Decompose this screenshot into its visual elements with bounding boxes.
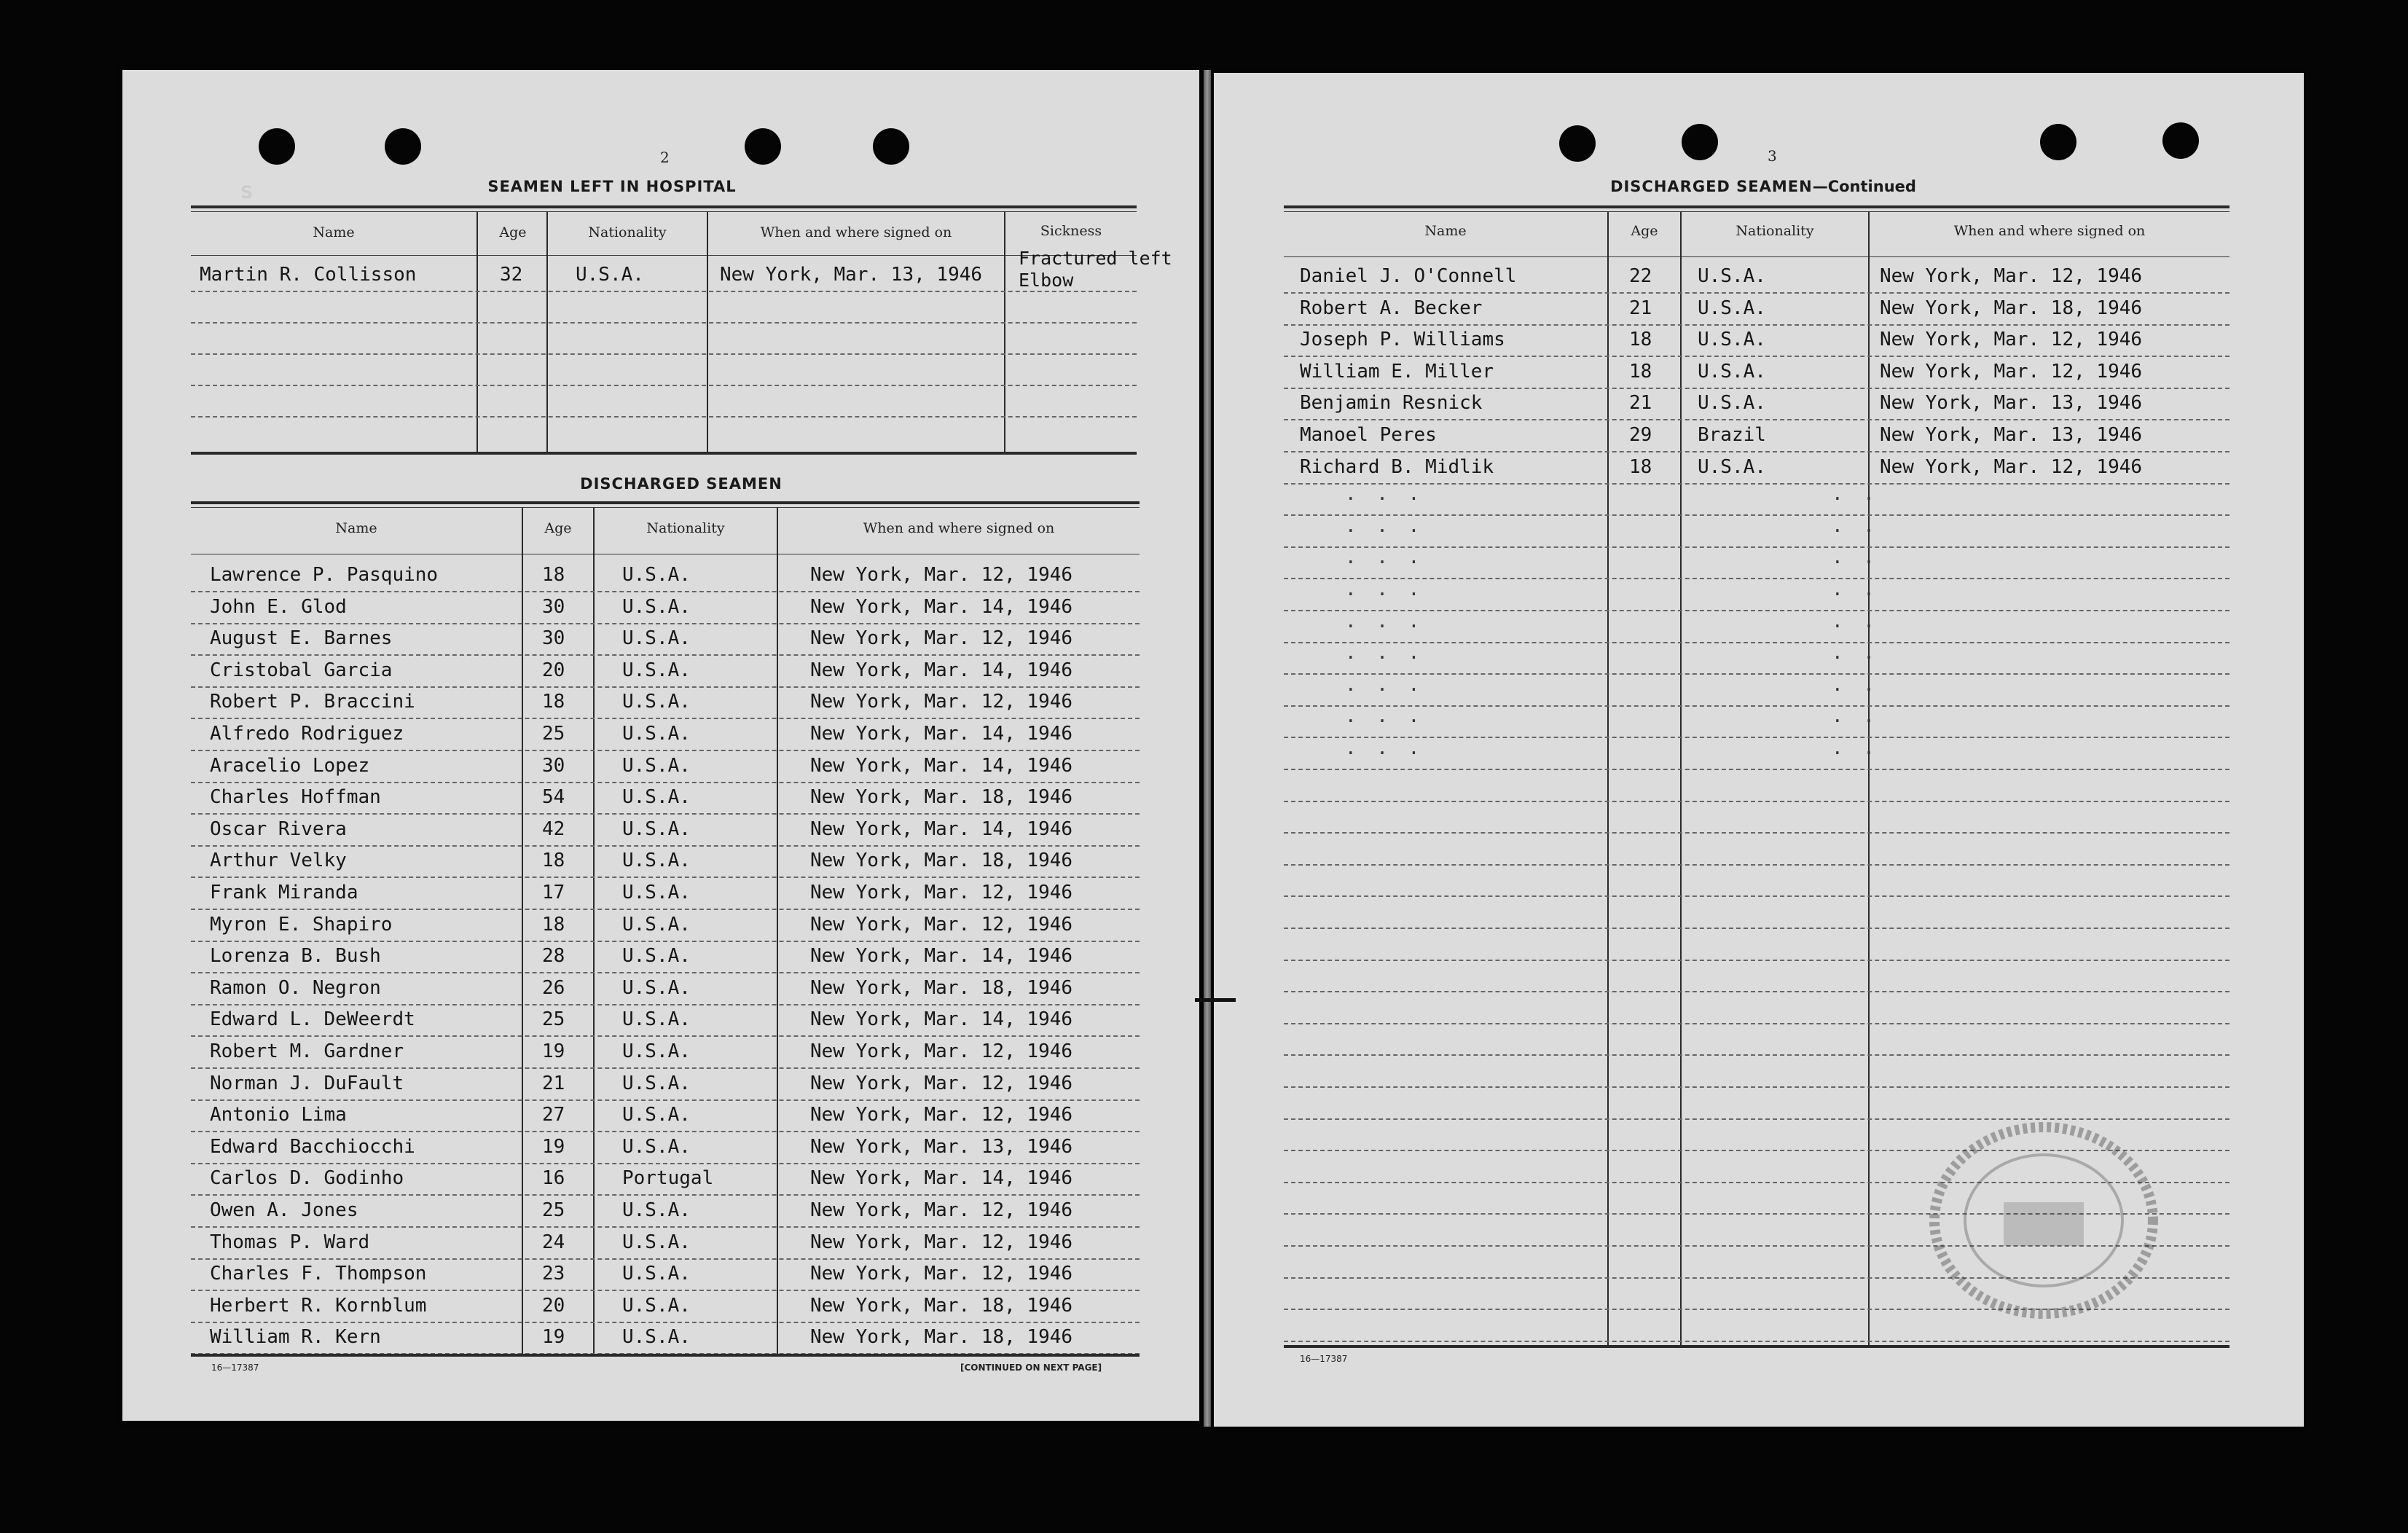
column-header: Name <box>1424 223 1467 239</box>
signed-on: New York, Mar. 12, 1946 <box>810 1231 1073 1253</box>
page-number: 2 <box>660 149 670 166</box>
seaman-name: Martin R. Collisson <box>200 264 417 286</box>
table-row <box>1284 642 2229 675</box>
signed-on: New York, Mar. 18, 1946 <box>1880 297 2143 319</box>
page-number: 3 <box>1768 147 1777 165</box>
seaman-name: Myron E. Shapiro <box>210 913 393 936</box>
table-row <box>191 718 1140 751</box>
signed-on: New York, Mar. 13, 1946 <box>810 1135 1073 1158</box>
ditto-dots: . . . <box>1345 579 1424 600</box>
signed-on: New York, Mar. 13, 1946 <box>1880 424 2143 446</box>
seaman-name: Arthur Velky <box>210 850 347 872</box>
table-row <box>191 623 1140 656</box>
sickness: Fractured left Elbow <box>1019 248 1172 291</box>
table-row <box>1284 420 2229 452</box>
seaman-age: 20 <box>542 1294 565 1317</box>
seaman-nationality: U.S.A. <box>622 1294 691 1317</box>
seaman-age: 32 <box>500 264 523 286</box>
seaman-name: August E. Barnes <box>210 627 393 650</box>
seaman-age: 28 <box>542 945 565 968</box>
seaman-age: 21 <box>542 1072 565 1094</box>
table-row <box>1284 737 2229 770</box>
seaman-nationality: U.S.A. <box>622 976 691 999</box>
ditto-dots: . . . <box>1345 483 1424 506</box>
seaman-nationality: U.S.A. <box>576 264 644 286</box>
seaman-nationality: Portugal <box>622 1167 714 1190</box>
punch-hole <box>2162 122 2199 159</box>
seaman-name: William R. Kern <box>210 1326 381 1349</box>
seaman-age: 29 <box>1629 424 1652 446</box>
table-row <box>191 909 1140 942</box>
table-row <box>1284 833 2229 866</box>
signed-on: New York, Mar. 13, 1946 <box>1880 392 2143 415</box>
table-row <box>191 941 1140 973</box>
signed-on: New York, Mar. 14, 1946 <box>810 754 1073 777</box>
table-row <box>1284 674 2229 707</box>
seaman-name: Robert A. Becker <box>1300 297 1483 319</box>
seaman-nationality: U.S.A. <box>1698 360 1766 383</box>
table-row <box>1284 801 2229 834</box>
rule <box>191 255 1137 256</box>
seaman-nationality: U.S.A. <box>622 691 691 713</box>
seaman-age: 18 <box>542 564 565 586</box>
seaman-name: Richard B. Midlik <box>1300 455 1494 478</box>
rule <box>191 507 1140 508</box>
signed-on: New York, Mar. 12, 1946 <box>810 1040 1073 1062</box>
seaman-name: Carlos D. Godinho <box>210 1167 404 1190</box>
column-header: Sickness <box>1040 223 1102 239</box>
column-header: Name <box>335 520 377 536</box>
signed-on: New York, Mar. 12, 1946 <box>1880 360 2143 383</box>
table-row <box>191 1099 1140 1132</box>
ditto-dots: . . <box>1832 610 1879 632</box>
table-row <box>191 1036 1140 1069</box>
table-row <box>191 686 1140 719</box>
seaman-name: Edward Bacchiocchi <box>210 1135 415 1158</box>
signed-on: New York, Mar. 12, 1946 <box>810 1072 1073 1094</box>
seaman-age: 25 <box>542 723 565 745</box>
seaman-nationality: U.S.A. <box>1698 265 1766 287</box>
signed-on: New York, Mar. 12, 1946 <box>810 627 1073 650</box>
column-header: Age <box>499 224 527 240</box>
signed-on: New York, Mar. 14, 1946 <box>810 1008 1073 1031</box>
seaman-age: 19 <box>542 1326 565 1349</box>
seaman-nationality: U.S.A. <box>622 818 691 840</box>
table-row <box>1284 864 2229 897</box>
column-header: When and where signed on <box>1953 223 2146 239</box>
seaman-name: Charles F. Thompson <box>210 1263 427 1285</box>
column-header: Name <box>313 224 355 240</box>
signed-on: New York, Mar. 12, 1946 <box>810 691 1073 713</box>
section-title-suffix: —Continued <box>1812 178 1916 195</box>
table-row <box>1284 356 2229 389</box>
seaman-age: 18 <box>1629 455 1652 478</box>
column-header: When and where signed on <box>760 224 952 240</box>
seaman-age: 18 <box>542 691 565 713</box>
rule <box>1284 256 2229 257</box>
seaman-age: 22 <box>1629 265 1652 287</box>
seaman-name: Thomas P. Ward <box>210 1231 370 1253</box>
seaman-nationality: U.S.A. <box>622 1104 691 1126</box>
ditto-dots: . . <box>1832 737 1879 759</box>
seaman-name: Manoel Peres <box>1300 424 1437 446</box>
seaman-age: 17 <box>542 882 565 903</box>
edge-mark <box>1195 998 1236 1002</box>
seaman-age: 30 <box>542 627 565 650</box>
ditto-dots: . . . <box>1345 642 1424 664</box>
signed-on: New York, Mar. 12, 1946 <box>810 1199 1073 1221</box>
seaman-nationality: U.S.A. <box>622 564 691 586</box>
seaman-nationality: U.S.A. <box>1698 297 1766 319</box>
table-row <box>1284 960 2229 992</box>
seaman-name: John E. Glod <box>210 595 347 618</box>
seaman-name: Herbert R. Kornblum <box>210 1294 427 1317</box>
seaman-name: Robert M. Gardner <box>210 1040 404 1062</box>
seaman-age: 19 <box>542 1135 565 1158</box>
table-row <box>191 1004 1140 1037</box>
punch-hole <box>2040 124 2076 160</box>
table-row <box>191 782 1140 815</box>
seaman-nationality: U.S.A. <box>622 1326 691 1349</box>
form-number: 16—17387 <box>211 1363 259 1373</box>
column-header: Age <box>1631 223 1658 239</box>
seaman-age: 18 <box>542 913 565 936</box>
signed-on: New York, Mar. 18, 1946 <box>810 1326 1073 1349</box>
table-row <box>191 322 1137 355</box>
signed-on: New York, Mar. 14, 1946 <box>810 945 1073 968</box>
discharged-section-title: DISCHARGED SEAMEN <box>580 475 783 493</box>
signed-on: New York, Mar. 18, 1946 <box>810 1294 1073 1317</box>
continued-note: [CONTINUED ON NEXT PAGE] <box>960 1363 1102 1373</box>
seaman-age: 25 <box>542 1199 565 1221</box>
table-row <box>1284 261 2229 294</box>
column-header: Nationality <box>646 520 725 536</box>
table-row <box>191 560 1140 592</box>
signed-on: New York, Mar. 18, 1946 <box>810 976 1073 999</box>
rule <box>191 211 1137 212</box>
faded-text: S <box>240 182 256 203</box>
table-row <box>1284 452 2229 485</box>
seaman-nationality: U.S.A. <box>622 595 691 618</box>
ditto-dots: . . <box>1832 579 1879 600</box>
seaman-nationality: U.S.A. <box>622 1040 691 1062</box>
table-row <box>191 1322 1140 1354</box>
seaman-name: Benjamin Resnick <box>1300 392 1483 415</box>
seaman-nationality: U.S.A. <box>622 659 691 681</box>
table-row <box>191 814 1140 847</box>
hospital-section-title: SEAMEN LEFT IN HOSPITAL <box>487 178 737 195</box>
seaman-age: 42 <box>542 818 565 840</box>
seaman-age: 30 <box>542 595 565 618</box>
seaman-nationality: U.S.A. <box>622 1135 691 1158</box>
seaman-name: Daniel J. O'Connell <box>1300 265 1517 287</box>
seaman-nationality: U.S.A. <box>622 1008 691 1031</box>
seaman-nationality: U.S.A. <box>622 1072 691 1094</box>
punch-hole <box>1559 125 1596 162</box>
ditto-dots: . . . <box>1345 705 1424 728</box>
table-row <box>191 877 1140 910</box>
rule <box>191 205 1137 208</box>
table-row <box>191 1195 1140 1228</box>
ditto-dots: . . <box>1832 546 1879 569</box>
seaman-name: Cristobal Garcia <box>210 659 393 681</box>
seaman-age: 23 <box>542 1263 565 1285</box>
seaman-nationality: U.S.A. <box>622 913 691 936</box>
punch-hole <box>385 128 421 165</box>
seaman-nationality: U.S.A. <box>622 786 691 809</box>
seaman-name: Aracelio Lopez <box>210 754 370 777</box>
seaman-name: Alfredo Rodriguez <box>210 723 404 745</box>
seaman-name: Frank Miranda <box>210 882 358 903</box>
seaman-name: Edward L. DeWeerdt <box>210 1008 415 1031</box>
table-row <box>191 592 1140 624</box>
signed-on: New York, Mar. 13, 1946 <box>720 264 983 286</box>
table-row <box>1284 769 2229 802</box>
seaman-name: Oscar Rivera <box>210 818 347 840</box>
seaman-age: 18 <box>1629 360 1652 383</box>
seaman-nationality: U.S.A. <box>622 723 691 745</box>
signed-on: New York, Mar. 12, 1946 <box>1880 265 2143 287</box>
column-header: When and where signed on <box>863 520 1055 536</box>
signed-on: New York, Mar. 14, 1946 <box>810 723 1073 745</box>
table-row <box>191 750 1140 783</box>
table-row <box>1284 546 2229 579</box>
seaman-age: 18 <box>1629 329 1652 351</box>
seaman-age: 21 <box>1629 392 1652 415</box>
seaman-age: 54 <box>542 786 565 809</box>
ditto-dots: . . . <box>1345 610 1424 632</box>
ditto-dots: . . . <box>1345 737 1424 759</box>
seaman-nationality: U.S.A. <box>622 627 691 650</box>
table-row <box>191 845 1140 878</box>
seaman-name: Charles Hoffman <box>210 786 381 809</box>
signed-on: New York, Mar. 18, 1946 <box>810 786 1073 809</box>
table-row <box>191 353 1137 386</box>
ditto-dots: . . <box>1832 673 1879 696</box>
signed-on: New York, Mar. 12, 1946 <box>810 564 1073 586</box>
table-row <box>1284 388 2229 420</box>
seaman-nationality: U.S.A. <box>1698 392 1766 415</box>
table-row <box>1284 515 2229 548</box>
seaman-age: 26 <box>542 976 565 999</box>
seaman-name: Joseph P. Williams <box>1300 329 1505 351</box>
ditto-dots: . . <box>1832 483 1879 506</box>
seaman-nationality: U.S.A. <box>622 850 691 872</box>
table-row <box>191 973 1140 1005</box>
table-row <box>191 1068 1140 1101</box>
seaman-nationality: U.S.A. <box>622 1231 691 1253</box>
table-row <box>191 1227 1140 1260</box>
rule <box>191 1354 1140 1357</box>
seaman-nationality: Brazil <box>1698 424 1766 446</box>
rule <box>191 501 1140 504</box>
ditto-dots: . . <box>1832 705 1879 728</box>
seaman-age: 18 <box>542 850 565 872</box>
table-row <box>1284 1055 2229 1088</box>
seaman-nationality: U.S.A. <box>622 1199 691 1221</box>
signed-on: New York, Mar. 12, 1946 <box>1880 455 2143 478</box>
punch-hole <box>259 128 295 165</box>
seaman-age: 27 <box>542 1104 565 1126</box>
table-row <box>191 291 1137 324</box>
ditto-dots: . . . <box>1345 514 1424 537</box>
rule <box>191 452 1137 455</box>
punch-hole <box>745 128 781 165</box>
table-row <box>1284 896 2229 929</box>
signed-on: New York, Mar. 12, 1946 <box>810 882 1073 903</box>
signed-on: New York, Mar. 12, 1946 <box>1880 329 2143 351</box>
column-header: Age <box>544 520 572 536</box>
punch-hole <box>1682 124 1718 160</box>
seaman-name: Lawrence P. Pasquino <box>210 564 439 586</box>
signed-on: New York, Mar. 14, 1946 <box>810 818 1073 840</box>
rule <box>1284 205 2229 208</box>
seaman-age: 30 <box>542 754 565 777</box>
seaman-age: 25 <box>542 1008 565 1031</box>
table-row <box>1284 611 2229 643</box>
table-row <box>191 1132 1140 1164</box>
seaman-nationality: U.S.A. <box>622 1263 691 1285</box>
table-row <box>1284 483 2229 516</box>
table-row <box>1284 293 2229 326</box>
seaman-nationality: U.S.A. <box>622 945 691 968</box>
column-header: Nationality <box>588 224 667 240</box>
table-row <box>191 248 1172 292</box>
circular-stamp <box>1923 1115 2164 1326</box>
table-row <box>191 1258 1140 1291</box>
book-fold <box>1204 70 1211 1427</box>
form-number: 16—17387 <box>1300 1354 1348 1364</box>
seaman-name: Robert P. Braccini <box>210 691 415 713</box>
signed-on: New York, Mar. 12, 1946 <box>810 1104 1073 1126</box>
table-row <box>1284 1023 2229 1056</box>
seaman-name: Norman J. DuFault <box>210 1072 404 1094</box>
column-header: Nationality <box>1736 223 1814 239</box>
seaman-name: William E. Miller <box>1300 360 1494 383</box>
punch-hole <box>873 128 909 165</box>
seaman-nationality: U.S.A. <box>1698 329 1766 351</box>
seaman-name: Ramon O. Negron <box>210 976 381 999</box>
ditto-dots: . . . <box>1345 673 1424 696</box>
section-title: DISCHARGED SEAMEN <box>1610 178 1813 195</box>
seaman-age: 24 <box>542 1231 565 1253</box>
signed-on: New York, Mar. 14, 1946 <box>810 595 1073 618</box>
signed-on: New York, Mar. 12, 1946 <box>810 913 1073 936</box>
table-row <box>1284 579 2229 611</box>
signed-on: New York, Mar. 14, 1946 <box>810 659 1073 681</box>
table-row <box>191 1163 1140 1196</box>
table-row <box>191 655 1140 688</box>
seaman-nationality: U.S.A. <box>622 882 691 903</box>
seaman-age: 16 <box>542 1167 565 1190</box>
table-row <box>1284 992 2229 1024</box>
seaman-age: 21 <box>1629 297 1652 319</box>
seaman-age: 19 <box>542 1040 565 1062</box>
ditto-dots: . . <box>1832 642 1879 664</box>
table-row <box>1284 324 2229 357</box>
rule <box>1284 211 2229 212</box>
seaman-name: Owen A. Jones <box>210 1199 358 1221</box>
table-row <box>1284 705 2229 738</box>
discharged-continued-title <box>1530 178 1996 195</box>
signed-on: New York, Mar. 14, 1946 <box>810 1167 1073 1190</box>
ditto-dots: . . . <box>1345 546 1424 569</box>
signed-on: New York, Mar. 12, 1946 <box>810 1263 1073 1285</box>
table-row <box>191 385 1137 417</box>
seaman-name: Antonio Lima <box>210 1104 347 1126</box>
table-row <box>1284 928 2229 961</box>
table-row <box>191 1290 1140 1323</box>
ditto-dots: . . <box>1832 514 1879 537</box>
seaman-name: Lorenza B. Bush <box>210 945 381 968</box>
seaman-nationality: U.S.A. <box>1698 455 1766 478</box>
seaman-nationality: U.S.A. <box>622 754 691 777</box>
signed-on: New York, Mar. 18, 1946 <box>810 850 1073 872</box>
rule <box>1284 1345 2229 1348</box>
seaman-age: 20 <box>542 659 565 681</box>
